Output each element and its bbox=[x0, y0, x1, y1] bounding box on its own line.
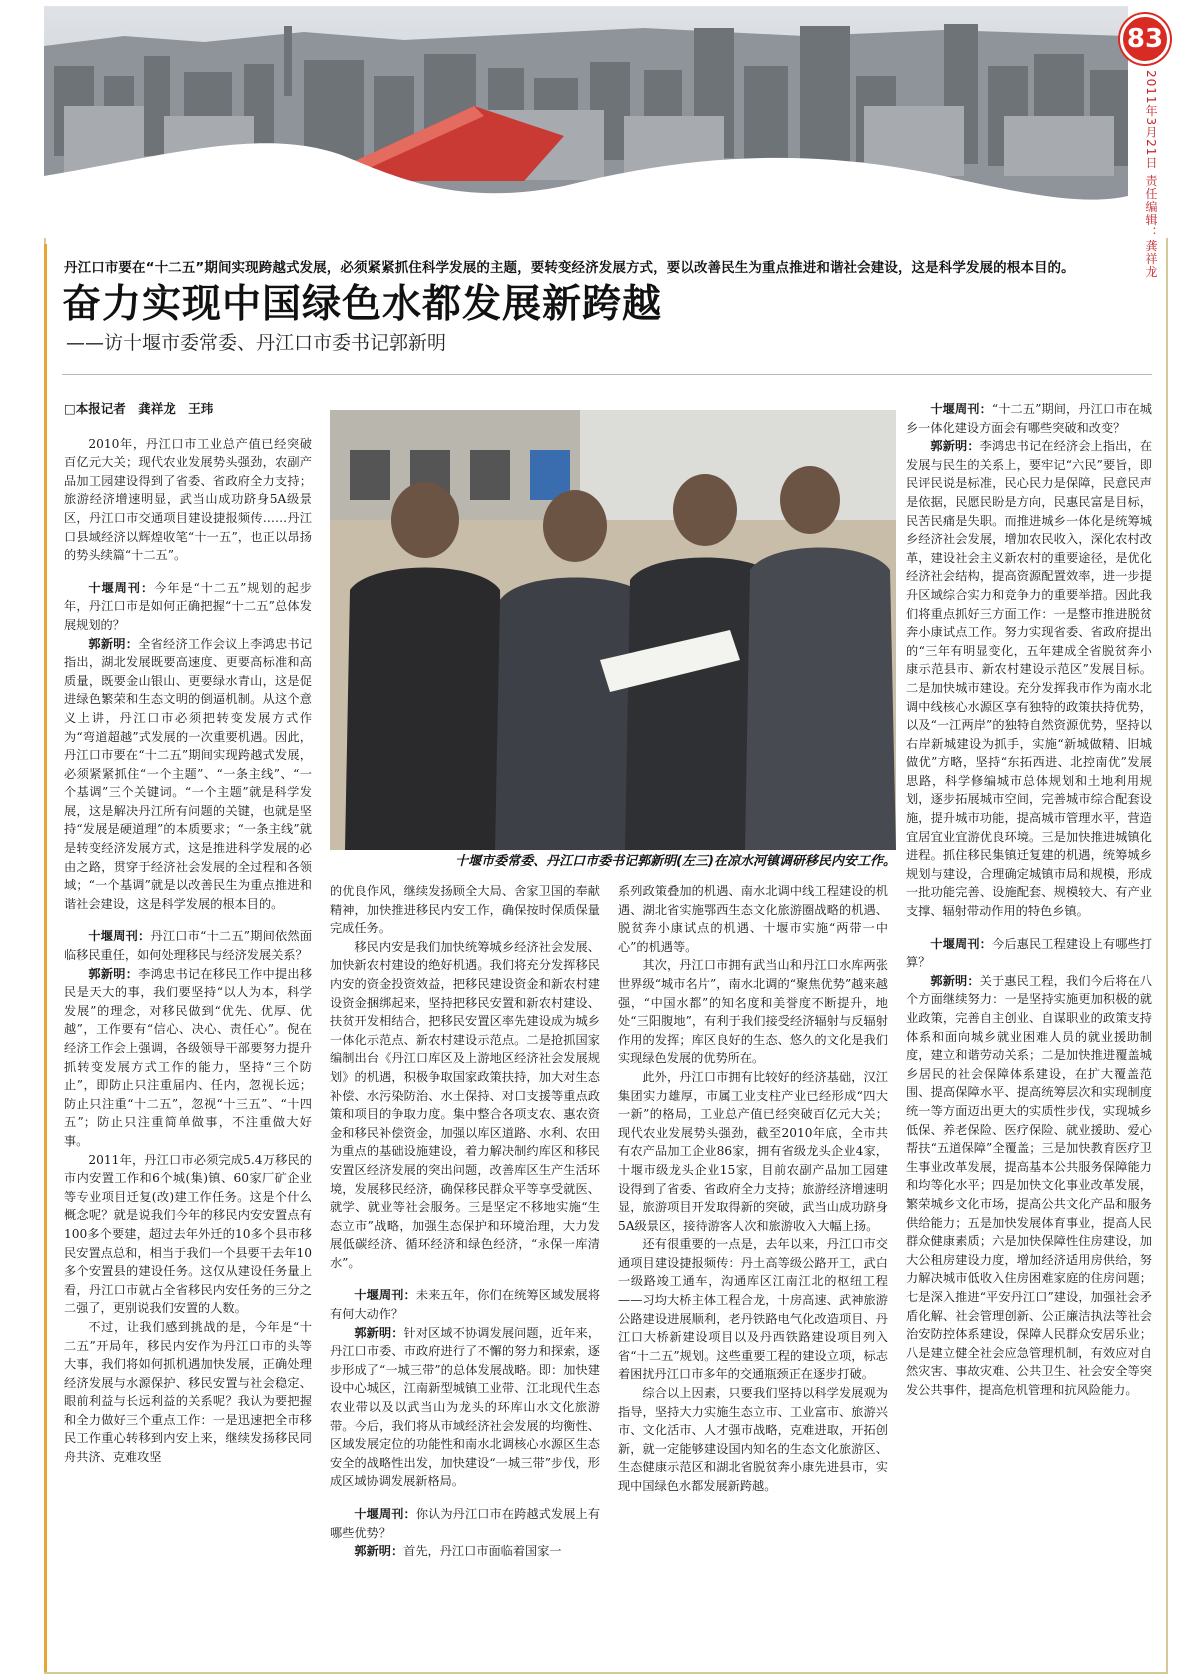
news-photo bbox=[330, 410, 896, 850]
paragraph-text: 你认为丹江口市在跨越式发展上有哪些优势？ bbox=[330, 1507, 601, 1540]
paragraph-text: 移民内安是我们加快统筹城乡经济社会发展、加快新农村建设的绝好机遇。我们将充分发挥移民内安的资金投资效益，把移民建设资金和新农村建设资金捆绑起来，坚持把移民安置和新农村建设、扶贫开发相结合，把移民安置区率先建设成为城乡一体化示范点、新农村建设示范点。二是抢抓国家编制出台《丹江口库区及上游地区经济社会发展规划》的机遇，积极争取国家政策扶持，加大对生态补偿、水污染防治、水土保持、对口支援等重点政策和项目的争取力度。集中整合各项支农、惠农资金和移民补偿资金，加强以库区道路、水利、农田为重点的基础设施建设，着力解决制约库区和移民安置区经济发展的突出问题，改善库区生产生活环境，发展移民经济，确保移民群众平等享受就医、就学、就业等社会服务。三是坚定不移地实施“生态立市”战略，加强生态保护和环境治理，大力发展低碳经济、循环经济和绿色经济，“永保一库清水”。 bbox=[330, 939, 600, 1270]
column-2 bbox=[330, 882, 600, 1561]
paragraph-text: 2011年，丹江口市必须完成5.4万移民的市内安置工作和6个城(集)镇、60家厂矿企业等专业项目迁复(改)建工作任务。这是个什么概念呢？就是说我们今年的移民内安安置点有100多个要建，超过去年外迁的10多个县市移民安置点总和，相当于我们一个县要干去年10多个安置县的建设任务。这仅从建设任务量上看，丹江口市就占全省移民内安任务的三分之二强了，更别说我们安置的人数。 bbox=[64, 1152, 312, 1316]
speaker-label: 郭新明： bbox=[354, 1325, 404, 1340]
interview-answer bbox=[906, 972, 1152, 1400]
body-paragraph bbox=[330, 938, 600, 1273]
officials-photo-illustration bbox=[330, 410, 896, 850]
column-4 bbox=[906, 400, 1152, 1399]
article-lead: 丹江口市要在“十二五”期间实现跨越式发展，必须紧紧抓住科学发展的主题，要转变经济发展方式，要以改善民生为重点推进和谐社会建设，这是科学发展的根本目的。 bbox=[64, 260, 1075, 276]
interview-question bbox=[64, 579, 312, 635]
interview-question bbox=[330, 1505, 600, 1542]
paragraph-text: 李鸿忠书记在经济会上指出，在发展与民生的关系上，要牢记“六民”要旨，即民评民说是标准，民心民力是保障，民意民声是依据，民愿民盼是方向，民惠民富是目标，民苦民痛是失职。而推进城乡一体化是统筹城乡经济社会发展，增加农民收入，深化农村改革，建设社会主义新农村的重要途径，是优化经济社会结构，提高资源配置效率，进一步提升区域综合实力和竞争力的重要举措。因此我们将重点抓好三方面工作：一是整市推进脱贫奔小康试点工作。努力实现省委、省政府提出的“三年有明显变化，五年建成全省脱贫奔小康示范县市、新农村建设示范区”发展目标。二是加快城市建设。充分发挥我市作为南水北调中线核心水源区享有独特的政策扶持优势，以及“一江两岸”的独特自然资源优势，坚持以右岸新城建设为抓手，实施“新城做精、旧城做优”方略，坚持“东拓西进、北控南优”发展思路，科学修编城市总体规划和土地利用规划，逐步拓展城市空间，完善城市综合配套设施，提升城市功能，提高城市管理水平，营造宜居宜业宜游优良环境。三是加快推进城镇化进程。抓住移民集镇迁复建的机遇，统筹城乡规划与建设，合理确定城镇市局和规模，形成一批功能完善、设施配套、规模较大、有产业支撑、辐射带动作用的特色乡镇。 bbox=[906, 439, 1153, 919]
paragraph-text: 丹江口市“十二五”期间依然面临移民重任，如何处理移民与经济发展关系？ bbox=[64, 929, 313, 963]
paragraph-text: 系列政策叠加的机遇、南水北调中线工程建设的机遇、湖北省实施鄂西生态文化旅游圈战略的机遇、脱贫奔小康试点的机遇、十堰市实施“两带一中心”的机遇等。 bbox=[618, 884, 888, 954]
interview-question bbox=[906, 935, 1152, 972]
column-3 bbox=[618, 882, 888, 1496]
body-paragraph bbox=[618, 1384, 888, 1496]
paragraph-text: 今年是“十二五”规划的起步年，丹江口市是如何正确把握“十二五”总体发展规划的？ bbox=[64, 580, 312, 632]
paragraph-text: 针对区域不协调发展问题，近年来，丹江口市委、市政府进行了不懈的努力和探索，逐步形成了“一城三带”的总体发展战略。即：加快建设中心城区，江南新型城镇工业带、江北现代生态农业带以及以武当山为龙头的环库山水文化旅游带。今后，我们将从市域经济社会发展的均衡性、区域发展定位的功能性和南水北调核心水源区生态安全的战略性出发，加快建设“一城三带”步伐，形成区域协调发展新格局。 bbox=[330, 1325, 601, 1489]
body-paragraph bbox=[64, 1151, 312, 1318]
article-title: 奋力实现中国绿色水都发展新跨越 bbox=[62, 281, 663, 327]
speaker-label: 十堰周刊： bbox=[88, 580, 155, 595]
paragraph-text: 不过，让我们感到挑战的是，今年是“十二五”开局年，移民内安作为丹江口市的头等大事，我们将如何抓机遇加快发展，正确处理经济发展与水源保护、移民安置与社会稳定、眼前利益与长远利益的关系呢？我认为要把握和全力做好三个重点工作：一是迅速把全市移民工作重心转移到内安上来，继续发扬移民同舟共济、克难攻坚 bbox=[64, 1319, 312, 1465]
interview-question bbox=[330, 1286, 600, 1323]
speaker-label: 郭新明： bbox=[354, 1544, 404, 1559]
interview-answer bbox=[330, 1542, 600, 1561]
paragraph-text: 综合以上因素，只要我们坚持以科学发展观为指导，坚持大力实施生态立市、工业富市、旅游兴市、文化活市、人才强市战略，克难进取，开拓创新，就一定能够建设国内知名的生态文化旅游区、生态健康示范区和湖北省脱贫奔小康先进县市，实现中国绿色水都发展新跨越。 bbox=[618, 1386, 888, 1493]
body-paragraph bbox=[64, 1318, 312, 1467]
speaker-label: 郭新明： bbox=[88, 636, 139, 651]
body-paragraph bbox=[618, 956, 888, 1068]
article-subtitle: ——访十堰市委常委、丹江口市委书记郭新明 bbox=[66, 332, 447, 354]
interview-answer bbox=[330, 1324, 600, 1491]
photo-caption: 十堰市委常委、丹江口市委书记郭新明(左三)在凉水河镇调研移民内安工作。 bbox=[455, 854, 896, 869]
paragraph-text: 此外，丹江口市拥有比较好的经济基础，汉江集团实力雄厚，市属工业支柱产业已经形成“四大一新”的格局，工业总产值已经突破百亿元大关；现代农业发展势头强劲，截至2010年底，全市共有农产品加工企业86家，拥有省级龙头企业4家，十堰市级龙头企业15家，目前农副产品加工园建设得到了省委、省政府全力支持；旅游经济增速明显，旅游项目开发取得新的突破，武当山成功跻身5A级景区，接待游客人次和旅游收入大幅上扬。 bbox=[618, 1069, 888, 1233]
paragraph-text: “十二五”期间，丹江口市在城乡一体化建设方面会有哪些突破和改变？ bbox=[906, 402, 1152, 435]
skyline-illustration bbox=[44, 6, 1128, 238]
paragraph-text: 其次，丹江口市拥有武当山和丹江口水库两张世界级“城市名片”，南水北调的“聚焦优势”越来越强，“中国水都”的知名度和美誉度不断提升，地处“三阳腹地”，有利于我们接受经济辐射与反辐射作用的发挥；库区良好的生态、悠久的文化是我们实现绿色发展的优势所在。 bbox=[618, 958, 888, 1066]
paragraph-text: 全省经济工作会议上李鸿忠书记指出，湖北发展既要高速度、更要高标准和高质量，既要金山银山、更要绿水青山，这是促进绿色繁荣和生态文明的倒逼机制。从这个意义上讲，丹江口市必须把转变发展方式作为“弯道超越”式发展的一次重要机遇。因此，丹江口市要在“十二五”期间实现跨越式发展，必须紧紧抓住“一个主题”、“一条主线”、“一个基调”三个关键词。“一个主题”就是科学发展，这是解决丹江所有问题的关键，也就是坚持“发展是硬道理”的本质要求；“一条主线”就是转变经济发展方式，这是推进科学发展的必由之路，贯穿于经济社会发展的全过程和各领域；“一个基调”就是以改善民生为重点推进和谐社会建设，这是科学发展的根本目的。 bbox=[64, 636, 313, 911]
paragraph-text: 未来五年，你们在统筹区域发展将有何大动作？ bbox=[330, 1288, 601, 1322]
interview-answer bbox=[906, 437, 1152, 920]
speaker-label: 十堰周刊： bbox=[354, 1507, 416, 1521]
paragraph-text: 李鸿忠书记在移民工作中提出移民是天大的事，我们要坚持“以人为本，科学发展”的理念，对移民做到“优先、优厚、优越”，工作要有“信心、决心、责任心”。倪在经济工作会上强调，各级领导干部要努力提升抓转变发展方式工作的能力，坚持“三个防止”，即防止只注重届内、任内，忽视长远；防止只注重“十二五”，忽视“十三五”、“十四五”；防止只注重简单做事，不注重做大好事。 bbox=[64, 966, 313, 1148]
interview-answer bbox=[64, 635, 312, 914]
column-1 bbox=[64, 400, 312, 1467]
speaker-label: 郭新明： bbox=[930, 439, 980, 454]
frame-accent-bar bbox=[44, 244, 47, 1672]
date-editor-line: 2011年3月21日 责任编辑：龚祥龙 bbox=[1144, 70, 1158, 279]
speaker-label: 郭新明： bbox=[88, 966, 139, 981]
interview-answer bbox=[64, 965, 312, 1151]
paragraph-text: 2010年，丹江口市工业总产值已经突破百亿元大关；现代农业发展势头强劲，农副产品加工园建设得到了省委、省政府全力支持；旅游经济增速明显，武当山成功跻身5A级景区，丹江口市交通项目建设捷报频传……丹江口县域经济以辉煌收笔“十一五”，也正以昂扬的势头续篇“十二五”。 bbox=[64, 436, 312, 563]
paragraph-text: 还有很重要的一点是，去年以来，丹江口市交通项目建设捷报频传：丹土高等级公路开工，武白一级路竣工通车，沟通库区江南江北的枢纽工程——习均大桥主体工程合龙，十房高速、武神旅游公路建设进展顺利，老丹铁路电气化改造项目、丹江口大桥新建设项目以及丹西铁路建设项目列入省“十二五”规划。这些重要工程的建设立项，标志着困扰丹江口市多年的交通瓶颈正在逐步打破。 bbox=[618, 1237, 888, 1382]
paragraph-text: 今后惠民工程建设上有哪些打算？ bbox=[906, 936, 1153, 970]
speaker-label: 十堰周刊： bbox=[930, 936, 992, 951]
continued-paragraph bbox=[618, 882, 888, 956]
continued-paragraph bbox=[330, 882, 600, 938]
body-paragraph bbox=[618, 1235, 888, 1384]
paragraph-text: 的优良作风，继续发扬顾全大局、舍家卫国的奉献精神，加快推进移民内安工作，确保按时保质保量完成任务。 bbox=[330, 884, 600, 936]
page-number-badge: 83 bbox=[1120, 14, 1170, 64]
body-paragraph bbox=[64, 435, 312, 565]
body-paragraph bbox=[618, 1068, 888, 1235]
speaker-label: 郭新明： bbox=[930, 973, 980, 988]
interview-question bbox=[906, 400, 1152, 437]
byline: □本报记者 龚祥龙 王玮 bbox=[64, 401, 214, 416]
paragraph-text: 关于惠民工程，我们今后将在八个方面继续努力：一是坚持实施更加积极的就业政策，完善自主创业、自谋职业的政策支持体系和面向城乡就业困难人员的就业援助制度，建立和谐劳动关系；二是加快推进覆盖城乡居民的社会保障体系建设，在扩大覆盖范围、提高保障水平、提高统筹层次和实现制度统一等方面迈出更大的实质性步伐，实现城乡低保、养老保险、医疗保险、就业援助、爱心帮扶“五道保障”全覆盖；三是加快教育医疗卫生事业改革发展，提高基本公共服务保障能力和均等化水平；四是加快文化事业改革发展，繁荣城乡文化市场，提高公共文化产品和服务供给能力；五是加快发展体育事业，提高人民群众健康素质；六是加快保障性住房建设，加大公租房建设力度，增加经济适用房供给，努力解决城市低收入住房困难家庭的住房问题；七是深入推进“平安丹江口”建设，加强社会矛盾化解、社会管理创新、公正廉洁执法等社会治安防控体系建设，保障人民群众安居乐业；八是建立健全社会应急管理机制，有效应对自然灾害、事故灾难、公共卫生、社会安全等突发公共事件，提高危机管理和抗风险能力。 bbox=[906, 973, 1153, 1397]
speaker-label: 十堰周刊： bbox=[930, 402, 992, 416]
interview-question bbox=[64, 927, 312, 964]
city-skyline-banner bbox=[44, 6, 1128, 238]
speaker-label: 十堰周刊： bbox=[88, 929, 151, 944]
speaker-label: 十堰周刊： bbox=[354, 1288, 416, 1303]
title-rule bbox=[62, 374, 1152, 375]
paragraph-text: 首先，丹江口市面临着国家一 bbox=[403, 1544, 562, 1559]
